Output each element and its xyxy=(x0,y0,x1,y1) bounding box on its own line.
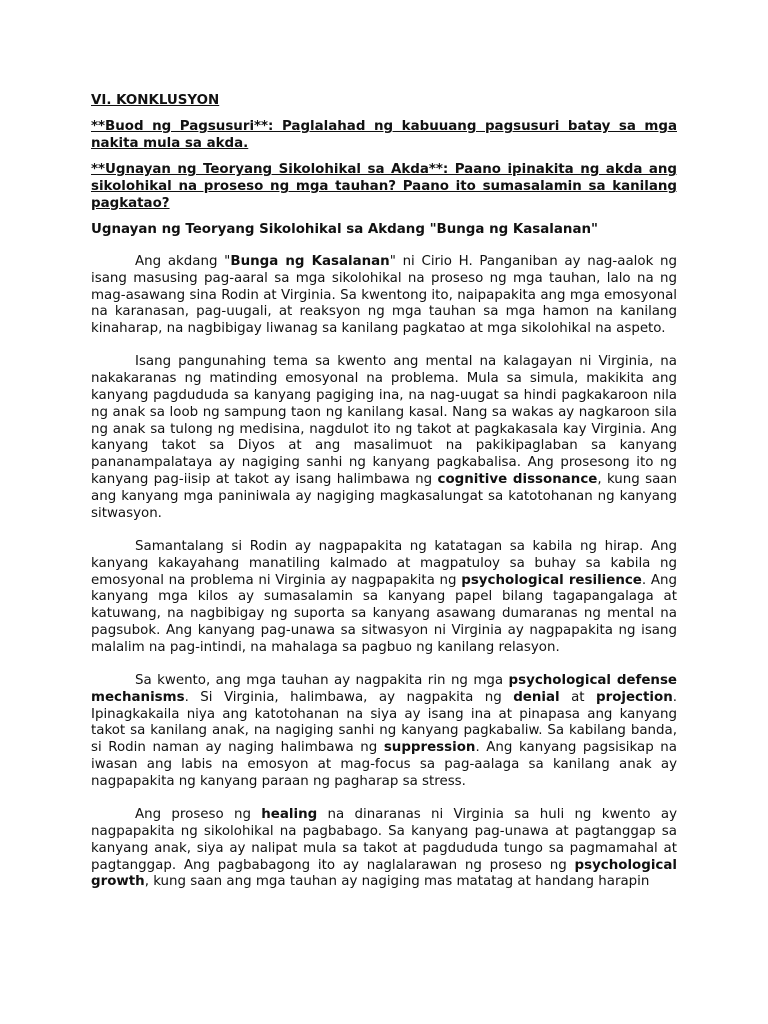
bold-term: Bunga ng Kasalanan xyxy=(230,254,390,269)
section-title: VI. KONKLUSYON xyxy=(91,93,220,108)
text-run: at xyxy=(559,689,596,705)
text-run: na dinaranas ni Virginia sa huli ng kwento ay nagpapakita ng sikolohikal na pagbabago. Sa kanyang pag-unawa at pagtanggap sa kanyang anak, siya ay nalipat mula sa takot at pagdududa tungo sa pagmamahal at pagtanggap. Ang pagbabagong ito ay naglalarawan ng proseso ng xyxy=(91,807,677,873)
paragraph-intro xyxy=(91,254,677,338)
paragraph-virginia xyxy=(91,354,677,522)
text-run: Samantalang si Rodin ay nagpapakita ng katatagan sa kabila ng hirap. Ang kanyang kakayahang manatiling kalmado at magpatuloy sa buhay sa kabila ng emosyonal na problema ni Virginia ay nagpapakita ng xyxy=(91,538,677,588)
heading-buod: **Buod ng Pagsusuri**: Paglalahad ng kabuuang pagsusuri batay sa mga nakita mula sa akda. xyxy=(91,119,677,151)
bold-term: psychological growth xyxy=(91,857,677,890)
document-subtitle: Ugnayan ng Teoryang Sikolohikal sa Akdang "Bunga ng Kasalanan" xyxy=(91,222,598,237)
text-run: . Ang kanyang pagsisikap na iwasan ang labis na emosyon at mag-focus sa pag-aalaga sa kanilang anak ay nagpapakita ng kanyang paraan ng pagharap sa stress. xyxy=(91,740,677,789)
text-run: Sa kwento, ang mga tauhan ay nagpakita rin ng mga xyxy=(135,673,509,689)
paragraph-rodin xyxy=(91,539,677,657)
bold-term: suppression xyxy=(383,740,476,756)
text-run: Isang pangunahing tema sa kwento ang mental na kalagayan ni Virginia, na nakakaranas ng matinding emosyonal na problema. Mula sa simula, makikita ang kanyang pagdududa sa kanyang pagiging ina, na nag-uugat sa hindi pagkakaroon nila ng anak sa loob ng sampung taon ng kanilang kasal. Nang sa wakas ay nagkaroon sila ng anak sa tulong ng medisina, nagdulot ito ng takot at pagkakasala kay Virginia. Ang kanyang takot sa Diyos at ang masalimuot na pakikipaglaban sa kanyang pananampalataya ay nagiging sanhi ng kanyang pagkabalisa. Ang prosesong ito ng kanyang pag-iisip at takot ay isang halimbawa ng xyxy=(91,354,677,488)
bold-term: psychological defense mechanisms xyxy=(91,673,678,705)
text-run: . Ipinagkakaila niya ang katotohanan na siya ay isang ina at pinapasa ang kanyang takot sa kanilang anak, na nagiging sanhi ng kanyang pagkabaliw. Sa kabilang banda, si Rodin naman ay naging halimbawa ng xyxy=(91,689,677,756)
text-run: , kung saan ang kanyang mga paniniwala ay nagiging magkasalungat sa katotohanan ng kanyang sitwasyon. xyxy=(91,472,677,521)
text-run: . Ang kanyang mga kilos ay sumasalamin sa kanyang papel bilang tagapangalaga at katuwang, na nagbibigay ng suporta sa kanyang asawang dumaranas ng mental na pagsubok. Ang kanyang pag-unawa sa sitwasyon ni Virginia ay nagpapakita ng isang malalim na pag-intindi, na mahalaga sa pagbuo ng kanilang relasyon. xyxy=(91,572,677,655)
heading-ugnayan: **Ugnayan ng Teoryang Sikolohikal sa Akda**: Paano ipinakita ng akda ang sikolohikal na proseso ng mga tauhan? Paano ito sumasalamin sa kanilang pagkatao? xyxy=(91,162,677,211)
text-run: Ang akdang " xyxy=(135,254,231,269)
text-run: , kung saan ang mga tauhan ay nagiging mas matatag at handang harapin xyxy=(144,874,650,890)
text-run: . Si Virginia, halimbawa, ay nagpakita ng xyxy=(184,689,514,705)
text-run: Ang proseso ng xyxy=(135,807,262,823)
bold-term: healing xyxy=(261,807,318,823)
text-run: " ni Cirio H. Panganiban ay nag-aalok ng isang masusing pag-aaral sa mga sikolohikal na proseso ng mga tauhan, lalo na ng mag-asawang sina Rodin at Virginia. Sa kwentong ito, naipapakita ang mga emosyonal na karanasan, pag-uugali, at reaksyon ng mga tauhan sa mga hamon na kanilang kinaharap, na nagbibigay liwanag sa kanilang pagkatao at mga sikolohikal na aspeto. xyxy=(91,254,678,337)
bold-term: cognitive dissonance xyxy=(437,472,598,488)
paragraph-defense-mechanisms xyxy=(91,673,677,791)
bold-term: projection xyxy=(596,689,673,705)
bold-term: psychological resilience xyxy=(461,572,642,588)
bold-term: denial xyxy=(513,689,560,705)
paragraph-healing xyxy=(91,807,677,891)
